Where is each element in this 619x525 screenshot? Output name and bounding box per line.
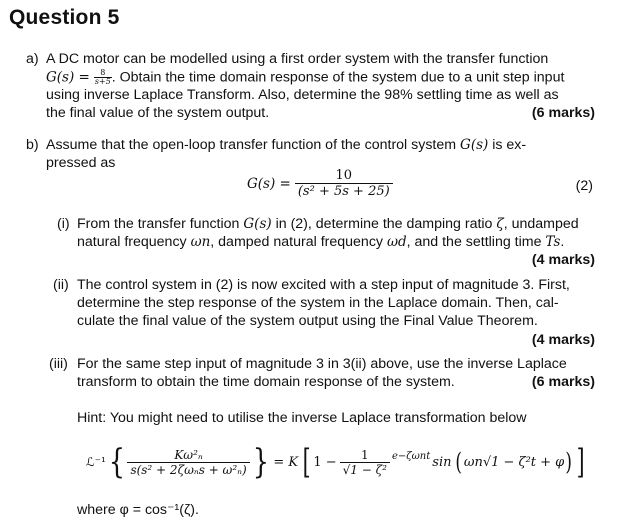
part-a-line-4: the final value of the system output. — [46, 105, 270, 121]
part-a-tf-fraction — [94, 69, 112, 86]
sub-i-omega-d: ωd — [386, 234, 407, 250]
right-bracket: ] — [576, 442, 585, 482]
sub-i-l2-c: , and the settling time — [406, 234, 546, 250]
part-b-line-1-text: Assume that the open-loop transfer function of the control system — [46, 137, 461, 153]
sub-ii-line-2: determine the step response of the system in the Laplace domain. Then, cal- — [77, 295, 559, 311]
formula-coef-fraction — [340, 448, 390, 477]
part-a-line-3: using inverse Laplace Transform. Also, determine the 98% settling time as well as — [46, 87, 559, 103]
laplace-formula — [86, 442, 587, 482]
sub-i-label: (i) — [57, 216, 70, 232]
left-brace: { — [108, 442, 125, 482]
sub-iii-marks: (6 marks) — [531, 374, 595, 390]
sub-iii-line-1: For the same step input of magnitude 3 in 3(ii) above, use the inverse Laplace — [77, 356, 567, 372]
formula-lhs-den: s(s² + 2ζωₙs + ω²ₙ) — [130, 462, 247, 477]
left-paren: ( — [455, 448, 463, 476]
part-b-label: b) — [26, 137, 39, 153]
part-a-label: a) — [26, 51, 39, 67]
sub-i-text-c: , undamped — [503, 216, 579, 232]
sub-i-ts: Ts — [545, 234, 561, 250]
equation-2-fraction — [295, 168, 393, 199]
part-b-line-1 — [46, 137, 526, 155]
formula-exponential: e−ζωnt — [391, 450, 431, 462]
question-title: Question 5 — [9, 6, 120, 29]
inverse-laplace-symbol: ℒ⁻¹ — [86, 455, 106, 469]
sub-i-l2-d: . — [560, 234, 565, 250]
part-a-line-1: A DC motor can be modelled using a first order system with the transfer function — [46, 51, 549, 67]
sub-ii-line-1: The control system in (2) is now excited with a step input of magnitude 3. First, — [77, 277, 570, 293]
equation-2-num: 10 — [335, 168, 353, 183]
sub-i-marks: (4 marks) — [531, 252, 595, 268]
equation-2-den: (s² + 5s + 25) — [297, 184, 390, 199]
part-b-line-1-math: G(s) — [460, 137, 489, 153]
part-a-line-2-rest: . Obtain the time domain response of the system due to a unit step input — [111, 69, 565, 86]
formula-equals-k: = K — [273, 454, 299, 470]
right-brace: } — [252, 442, 269, 482]
sub-i-l2-b: , damped natural frequency — [210, 234, 387, 250]
formula-sin-argument: ωn√1 − ζ²t + φ — [463, 454, 565, 470]
sub-iii-label: (iii) — [49, 356, 68, 372]
hint-text: Hint: You might need to utilise the inverse Laplace transformation below — [77, 410, 527, 426]
sub-ii-label: (ii) — [53, 277, 69, 293]
equation-2-tag: (2) — [575, 178, 593, 194]
formula-coef-num: 1 — [360, 447, 369, 462]
equation-2 — [247, 168, 393, 199]
part-a-tf-lhs: G(s) = — [46, 69, 90, 86]
sub-ii-line-3: culate the final value of the system output using the Final Value Theorem. — [77, 313, 538, 329]
sub-i-zeta: ζ — [496, 216, 504, 232]
sub-i-math-g: G(s) — [243, 216, 272, 232]
where-clause: where φ = cos⁻¹(ζ). — [77, 502, 199, 518]
formula-lhs-num: Kω²ₙ — [174, 447, 203, 462]
sub-i-text-b: in (2), determine the damping ratio — [271, 216, 497, 232]
sub-i-line-1 — [77, 216, 579, 234]
left-bracket: [ — [302, 442, 311, 482]
part-a-tf-num: 8 — [100, 68, 106, 77]
formula-coef-den: √1 − ζ² — [342, 462, 387, 477]
right-paren: ) — [565, 448, 573, 476]
part-a-marks: (6 marks) — [531, 105, 595, 121]
part-b-line-1-end: is ex- — [488, 137, 527, 153]
formula-sin: sin — [432, 454, 452, 470]
formula-lhs-fraction — [127, 448, 249, 477]
sub-iii-line-2: transform to obtain the time domain response of the system. — [77, 374, 455, 390]
formula-one-minus: 1 − — [313, 454, 337, 470]
sub-i-omega-n: ωn — [190, 234, 211, 250]
sub-ii-marks: (4 marks) — [531, 332, 595, 348]
part-a-line-2 — [46, 69, 564, 87]
sub-i-text-a: From the transfer function — [77, 216, 244, 232]
sub-i-l2-a: natural frequency — [77, 234, 191, 250]
equation-2-lhs: G(s) = — [247, 175, 291, 192]
part-b-line-2: pressed as — [46, 155, 116, 171]
sub-i-line-2 — [77, 234, 564, 252]
part-a-tf-den: s+5 — [94, 77, 111, 86]
